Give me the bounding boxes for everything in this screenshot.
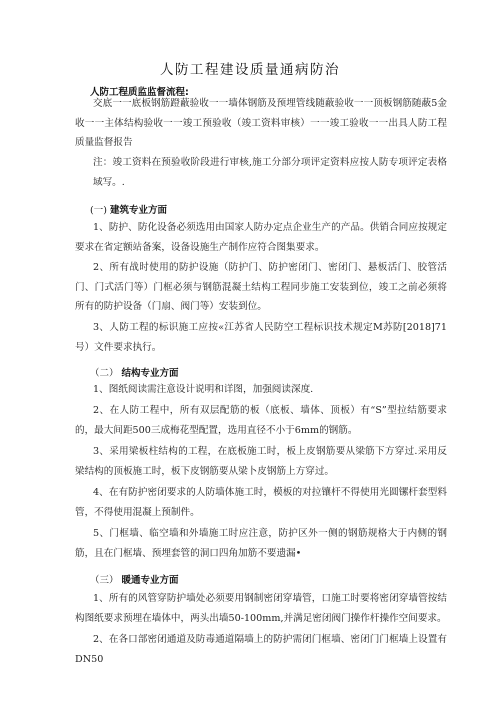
paragraph: 1、防护、防化设备必须选用由国家人防办定点企业生产的产品。供销合同应按规定要求在省定额站备案，设备设施生产制作应符合图集要求。 (75, 222, 447, 253)
section-heading-structure (90, 365, 179, 379)
flow-subheading: 人防工程质监监督流程: (90, 87, 189, 98)
section-number: (一) (90, 205, 107, 216)
section-number: （三） (90, 575, 119, 586)
paragraph: 2、在人防工程中，所有双层配筋的板（底板、墙体、顶板）有“S”型拉结筋要求的，最大间距500三成梅花型配置，选用直径不小于6mm的钢筋。 (75, 405, 447, 436)
section-heading-architecture (90, 202, 167, 216)
paragraph: 2、所有战时使用的防护设施（防护门、防护密闭门、密闭门、悬板活门、胶管活门、门式活门等）门框必须与钢筋混凝土结构工程同步施工安装到位，竣工之前必须将所有的防护设备（门扇、阀门等）安装到位。 (75, 262, 447, 313)
page-title: 人防工程建设质量通病防治 (160, 62, 340, 78)
paragraph: 2、在各口部密闭通道及防毒通道隔墙上的防护需闭门框墙、密闭门门框墙上设置有DN50 (75, 634, 447, 665)
paragraph: 5、门框墙、临空墙和外墙施工时应注意，防护区外一侧的钢筋规格大于内侧的钢筋，且在门框墙、预埋套管的洞口四角加筋不要遗漏• (75, 528, 447, 559)
section-name: 暖通专业方面 (121, 575, 179, 586)
section-name: 建筑专业方面 (109, 205, 167, 216)
section-number: （二） (90, 368, 119, 379)
paragraph: 1、所有的风管穿防护墙处必须要用钢制密闭穿墙管，口施工时要将密闭穿墙管按结构图纸要求预埋在墙体中，两头出墙50-100mm,并满足密闭阀门操作杆操作空间要求。 (75, 593, 447, 624)
paragraph: 3、人防工程的标识施工应按«江苏省人民防空工程标识技术规定M苏防[2018]71号）文件要求执行。 (75, 322, 447, 353)
note-paragraph: 注：竣工资料在预验收阶段进行审核,施工分部分项评定资料应按人防专项评定表格域写。. (93, 157, 447, 188)
section-heading-hvac (90, 572, 179, 586)
paragraph: 1、图纸阅读需注意设计说明和详图，加强阅读深度. (93, 384, 314, 395)
paragraph: 3、采用梁板柱结构的工程，在底板施工时，板上皮钢筋要从梁筋下方穿过.采用反梁结构的顶板施工时，板下皮钢筋要从梁卜皮钢筋上方穿过。 (75, 446, 447, 477)
paragraph: 4、在有防护密闭要求的人防墙体施工时，模板的对拉镶杆不得使用光圆镙杆套型料管，不得使用混凝上预制件。 (75, 487, 447, 518)
section-name: 结构专业方面 (121, 368, 179, 379)
flow-paragraph: 交底一一底板钢筋蹬蔽验收一一墙体钢筋及预埋管线随蔽验收一一顶板钢筋随蔽5金收一一主体结构验收一一竣工预验收（竣工资料审核）一一竣工验收一一出具人防工程质量监督报告 (75, 98, 447, 149)
